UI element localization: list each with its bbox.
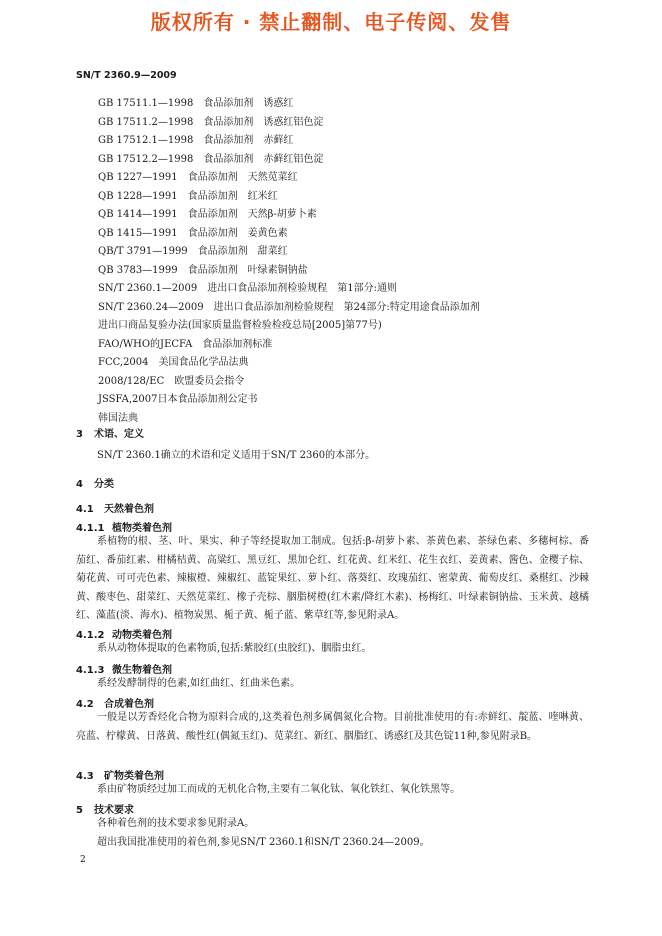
reference-item: QB 1415—1991 食品添加剂 姜黄色素: [98, 227, 288, 239]
section-4-heading: [76, 475, 114, 490]
reference-item: QB 1228—1991 食品添加剂 红米红: [98, 190, 278, 202]
section-title: 矿物类着色剂: [104, 771, 164, 782]
reference-item: 韩国法典: [98, 412, 138, 424]
reference-item: JSSFA,2007日本食品添加剂公定书: [98, 394, 258, 405]
reference-item: QB 1414—1991 食品添加剂 天然β-胡萝卜素: [98, 209, 317, 220]
section-number: 4: [76, 479, 83, 490]
section-5-text-1: 各种着色剂的技术要求参见附录A。: [97, 818, 255, 829]
section-4-3-text: 系由矿物质经过加工而成的无机化合物,主要有二氧化钛、氧化铁红、氧化铁黑等。: [97, 784, 461, 795]
reference-item: FAO/WHO的JECFA 食品添加剂标准: [98, 338, 273, 350]
reference-item: SN/T 2360.24—2009 进出口食品添加剂检验规程 第24部分:特定用途食品添加剂: [98, 301, 480, 313]
reference-item: SN/T 2360.1—2009 进出口食品添加剂检验规程 第1部分:通则: [98, 283, 397, 294]
section-4-1-3-text: 系经发酵制得的色素,如红曲红、红曲米色素。: [97, 678, 301, 689]
standard-number: SN/T 2360.9—2009: [76, 70, 177, 81]
reference-item: GB 17512.2—1998 食品添加剂 赤藓红铝色淀: [98, 153, 324, 165]
reference-item: GB 17511.2—1998 食品添加剂 诱惑红铝色淀: [98, 116, 324, 128]
section-number: 4.1.3: [76, 665, 105, 676]
page-number: 2: [80, 855, 86, 865]
section-title: 植物类着色剂: [112, 523, 172, 534]
section-number: 4.3: [76, 771, 94, 782]
section-title: 分类: [94, 479, 114, 490]
section-title: 合成着色剂: [104, 699, 154, 710]
section-number: 4.1.1: [76, 523, 105, 534]
section-4-2-text: 一般是以芳香烃化合物为原料合成的,这类着色剂多属偶氮化合物。目前批准使用的有:赤鲜红、靛蓝、喹啉黄、亮蓝、柠檬黄、日落黄、酸性红(偶氮玉红)、苋菜红、新红、胭脂红、诱惑红及其色锭11种,参见附录B。: [76, 712, 589, 742]
reference-item: QB 3783—1999 食品添加剂 叶绿素铜钠盐: [98, 264, 308, 276]
section-4-1-2-heading: [76, 626, 172, 641]
reference-item: 2008/128/EC 欧盟委员会指令: [98, 375, 245, 387]
section-number: 4.2: [76, 699, 94, 710]
normative-references-list: [98, 95, 480, 428]
section-5-text-2: 超出我国批准使用的着色剂,参见SN/T 2360.1和SN/T 2360.24—2009。: [97, 837, 430, 848]
reference-item: GB 17512.1—1998 食品添加剂 赤藓红: [98, 135, 294, 146]
section-number: 5: [76, 805, 83, 816]
section-4-3-heading: [76, 767, 164, 782]
section-3-text: SN/T 2360.1确立的术语和定义适用于SN/T 2360的本部分。: [97, 450, 376, 461]
section-number: 3: [76, 429, 83, 440]
section-4-1-heading: [76, 500, 154, 515]
section-4-2-heading: [76, 695, 154, 710]
section-4-1-2-text: 系从动物体提取的色素物质,包括:紫胶红(虫胶红)、胭脂虫红。: [97, 643, 372, 654]
section-5-heading: [76, 801, 134, 816]
section-title: 动物类着色剂: [112, 630, 172, 641]
reference-item: GB 17511.1—1998 食品添加剂 诱惑红: [98, 98, 294, 109]
section-3-heading: [76, 425, 144, 440]
section-4-1-1-text: 系植物的根、茎、叶、果实、种子等经提取加工制成。包括:β-胡萝卜素、茶黄色素、茶绿色素、多穗柯棕、番茄红、番茄红素、柑橘桔黄、高粱红、黑豆红、黑加仑红、红花黄、红米红、花生衣红、姜黄素、酱色、金樱子棕、菊花黄、可可壳色素、辣椒橙、辣椒红、蓝锭果红、萝卜红、落葵红、玫瑰茄红、密蒙黄、葡萄皮红、桑椹红、沙棘黄、酸枣色、甜菜红、天然苋菜红、橡子壳棕、胭脂树橙(红木素/降红木素)、杨梅红、叶绿素铜钠盐、玉米黄、越橘红、藻蓝(淡、海水)、植物炭黑、栀子黄、栀子蓝、紫草红等,参见附录A。: [76, 536, 589, 621]
reference-item: QB/T 3791—1999 食品添加剂 甜菜红: [98, 246, 288, 257]
reference-item: QB 1227—1991 食品添加剂 天然苋菜红: [98, 172, 298, 183]
section-title: 天然着色剂: [104, 504, 154, 515]
reference-item: 进出口商品复验办法(国家质量监督检验检疫总局[2005]第77号): [98, 320, 382, 331]
copyright-watermark: 版权所有 · 禁止翻制、电子传阅、发售: [150, 10, 512, 34]
section-number: 4.1.2: [76, 630, 105, 641]
section-4-1-1-heading: [76, 519, 172, 534]
section-title: 术语、定义: [94, 429, 144, 440]
section-number: 4.1: [76, 504, 94, 515]
section-title: 技术要求: [94, 805, 134, 816]
reference-item: FCC,2004 美国食品化学品法典: [98, 357, 249, 368]
section-title: 微生物着色剂: [112, 665, 172, 676]
section-4-1-3-heading: [76, 661, 172, 676]
